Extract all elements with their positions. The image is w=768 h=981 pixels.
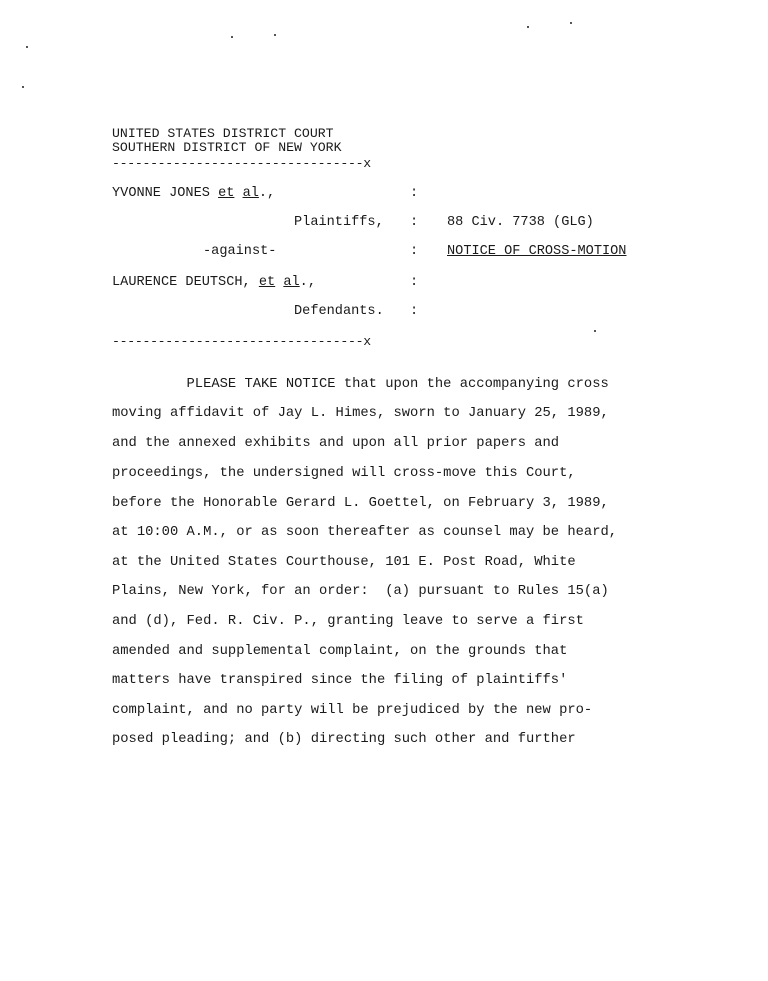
body-line: Plains, New York, for an order: (a) pursuant to Rules 15(a) bbox=[112, 584, 609, 599]
caption-rule-bottom: ---------------------------------x bbox=[112, 334, 371, 349]
body-line: amended and supplemental complaint, on the grounds that bbox=[112, 644, 568, 659]
caption-colon: : bbox=[410, 244, 419, 259]
et-text: et bbox=[258, 275, 276, 290]
body-line: PLEASE TAKE NOTICE that upon the accompanying cross bbox=[112, 377, 609, 392]
body-line: proceedings, the undersigned will cross-move this Court, bbox=[112, 466, 576, 481]
caption-colon: : bbox=[410, 304, 419, 319]
body-line: and the annexed exhibits and upon all prior papers and bbox=[112, 436, 560, 451]
caption-colon: : bbox=[410, 186, 419, 201]
body-line: complaint, and no party will be prejudiced by the new pro- bbox=[112, 703, 593, 718]
body-line: matters have transpired since the filing of plaintiffs' bbox=[112, 673, 568, 688]
caption-rule-top: ---------------------------------x bbox=[112, 156, 371, 171]
scan-speck bbox=[527, 26, 529, 28]
defendant-suffix: ., bbox=[299, 275, 316, 290]
body-line: at the United States Courthouse, 101 E. Post Road, White bbox=[112, 555, 576, 570]
caption-colon: : bbox=[410, 275, 419, 290]
defendant-name-text: LAURENCE DEUTSCH, bbox=[112, 275, 259, 290]
body-line: moving affidavit of Jay L. Himes, sworn to January 25, 1989, bbox=[112, 406, 609, 421]
court-name-line1: UNITED STATES DISTRICT COURT bbox=[112, 126, 334, 141]
scan-speck bbox=[594, 330, 596, 332]
plaintiffs-role: Plaintiffs, bbox=[294, 215, 384, 230]
body-line: before the Honorable Gerard L. Goettel, on February 3, 1989, bbox=[112, 496, 609, 511]
defendant-name bbox=[112, 275, 316, 291]
caption-colon: : bbox=[410, 215, 419, 230]
al-text: al bbox=[242, 186, 259, 201]
scan-speck bbox=[570, 22, 572, 24]
body-line: and (d), Fed. R. Civ. P., granting leave to serve a first bbox=[112, 614, 584, 629]
defendants-role: Defendants. bbox=[294, 304, 384, 319]
et-text: et bbox=[218, 186, 235, 201]
case-number: 88 Civ. 7738 (GLG) bbox=[447, 215, 594, 230]
document-title: NOTICE OF CROSS-MOTION bbox=[447, 244, 627, 259]
against-label: -against- bbox=[203, 244, 277, 259]
body-line: posed pleading; and (b) directing such other and further bbox=[112, 732, 576, 747]
scan-speck bbox=[231, 36, 233, 38]
court-name-line2: SOUTHERN DISTRICT OF NEW YORK bbox=[112, 140, 342, 155]
body-line: at 10:00 A.M., or as soon thereafter as counsel may be heard, bbox=[112, 525, 618, 540]
scan-speck bbox=[26, 46, 28, 48]
plaintiff-name-text: YVONNE JONES bbox=[112, 186, 219, 201]
scan-speck bbox=[274, 34, 276, 36]
al-text: al bbox=[283, 275, 300, 290]
scan-speck bbox=[22, 86, 24, 88]
plaintiff-name bbox=[112, 186, 275, 202]
plaintiff-suffix: ., bbox=[258, 186, 276, 201]
